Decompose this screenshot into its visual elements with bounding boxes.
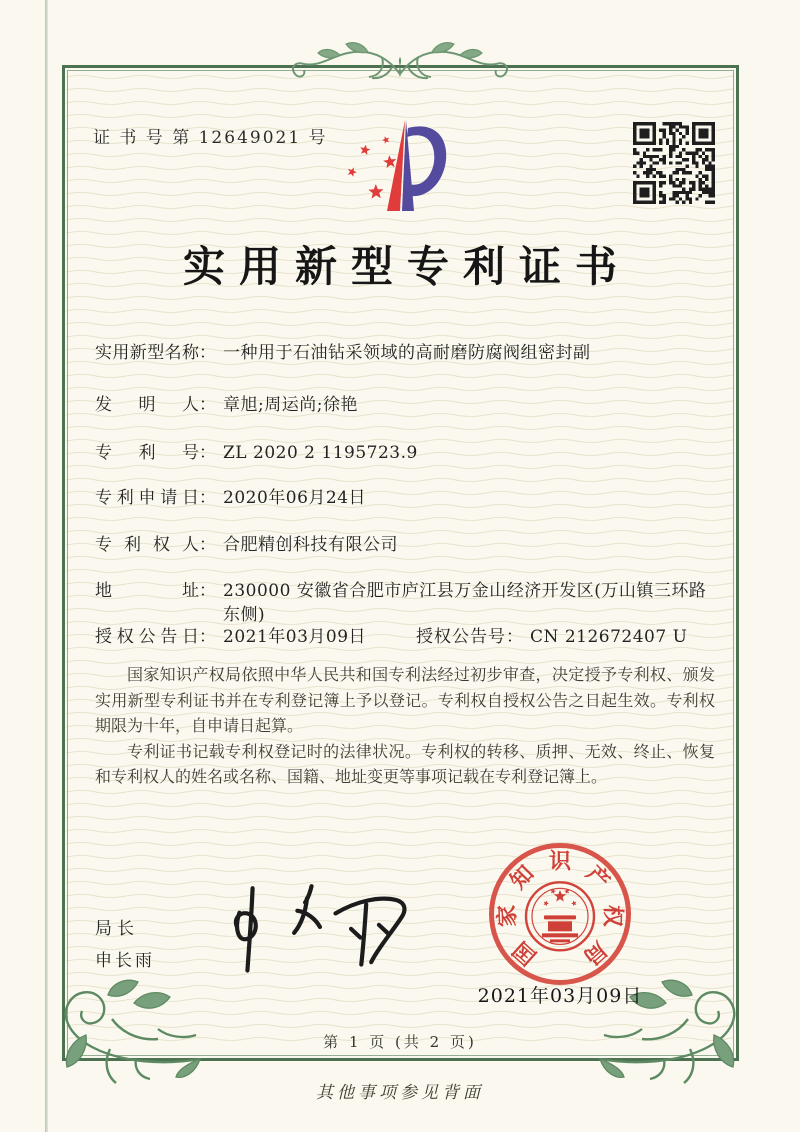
field-row-patentee xyxy=(95,533,717,557)
field-colon: ： xyxy=(199,395,216,415)
field-value-patent-no: ZL 2020 2 1195723.9 xyxy=(223,443,418,463)
field-colon: ： xyxy=(199,627,216,647)
field-label: 发明人 xyxy=(95,395,199,415)
field-row-inventors xyxy=(95,393,717,417)
field-value-address: 230000 安徽省合肥市庐江县万金山经济开发区(万山镇三环路东侧) xyxy=(223,581,707,625)
field-value-grant-no: CN 212672407 U xyxy=(530,627,688,647)
field-label-grant-no: 授权公告号 xyxy=(416,627,507,647)
field-colon: ： xyxy=(506,627,524,647)
commissioner-title: 局长 xyxy=(95,919,139,939)
field-row-filing-date xyxy=(95,486,717,510)
seal-arc-character: 国 xyxy=(508,935,542,970)
seal-arc-character: 产 xyxy=(580,861,615,895)
signature-image xyxy=(214,870,423,985)
field-colon: ： xyxy=(199,343,216,363)
seal-date: 2021年03月09日 xyxy=(477,985,643,1007)
field-label: 授权公告日 xyxy=(95,627,199,647)
field-label: 专利申请日 xyxy=(95,488,199,508)
field-value-patentee: 合肥精创科技有限公司 xyxy=(223,535,398,555)
certificate-title: 实用新型专利证书 xyxy=(182,242,631,291)
field-value-filing-date: 2020年06月24日 xyxy=(223,488,367,508)
flourish-center-leaf xyxy=(399,57,401,77)
certificate-number: 证 书 号 第 12649021 号 xyxy=(93,128,328,148)
page-indicator: 第 1 页 (共 2 页) xyxy=(323,1033,477,1051)
field-value-grant-date: 2021年03月09日 xyxy=(223,627,367,647)
field-colon: ： xyxy=(199,488,216,508)
top-center-flourish-ornament xyxy=(284,41,516,95)
field-row-grant xyxy=(95,625,717,649)
seal-arc-character: 权 xyxy=(599,904,625,928)
field-row-name xyxy=(95,341,717,365)
seal-arc-character: 知 xyxy=(505,861,540,895)
seal-arc-character: 家 xyxy=(495,904,521,928)
field-row-patent-no xyxy=(95,441,717,465)
field-label: 实用新型名称 xyxy=(95,343,199,363)
field-value-name: 一种用于石油钻采领域的高耐磨防腐阀组密封副 xyxy=(223,343,591,363)
field-colon: ： xyxy=(199,443,216,463)
seal-arc-character: 局 xyxy=(578,935,612,970)
field-row-address xyxy=(95,579,717,627)
official-red-seal xyxy=(489,843,631,985)
field-colon: ： xyxy=(199,581,216,601)
field-value-inventors: 章旭;周运尚;徐艳 xyxy=(223,395,358,415)
legal-text-block xyxy=(95,662,715,790)
field-label: 地址 xyxy=(95,581,199,601)
legal-paragraph-2: 专利证书记载专利权登记时的法律状况。专利权的转移、质押、无效、终止、恢复和专利权人的姓名或名称、国籍、地址变更等事项记载在专利登记簿上。 xyxy=(95,741,715,786)
seal-arc-character: 识 xyxy=(548,849,572,875)
field-label: 专利权人 xyxy=(95,535,199,555)
field-label: 专利号 xyxy=(95,443,199,463)
grant-number-group xyxy=(416,625,687,649)
cnipa-logo xyxy=(342,112,454,216)
field-colon: ： xyxy=(199,535,216,555)
back-side-note: 其他事项参见背面 xyxy=(316,1083,484,1103)
qr-code xyxy=(633,122,715,204)
legal-paragraph-1: 国家知识产权局依照中华人民共和国专利法经过初步审查，决定授予专利权、颁发实用新型专利证书并在专利登记簿上予以登记。专利权自授权公告之日起生效。专利权期限为十年，自申请日起算。 xyxy=(95,665,715,735)
commissioner-name: 申长雨 xyxy=(95,951,155,971)
page-spine-edge xyxy=(45,0,48,1132)
